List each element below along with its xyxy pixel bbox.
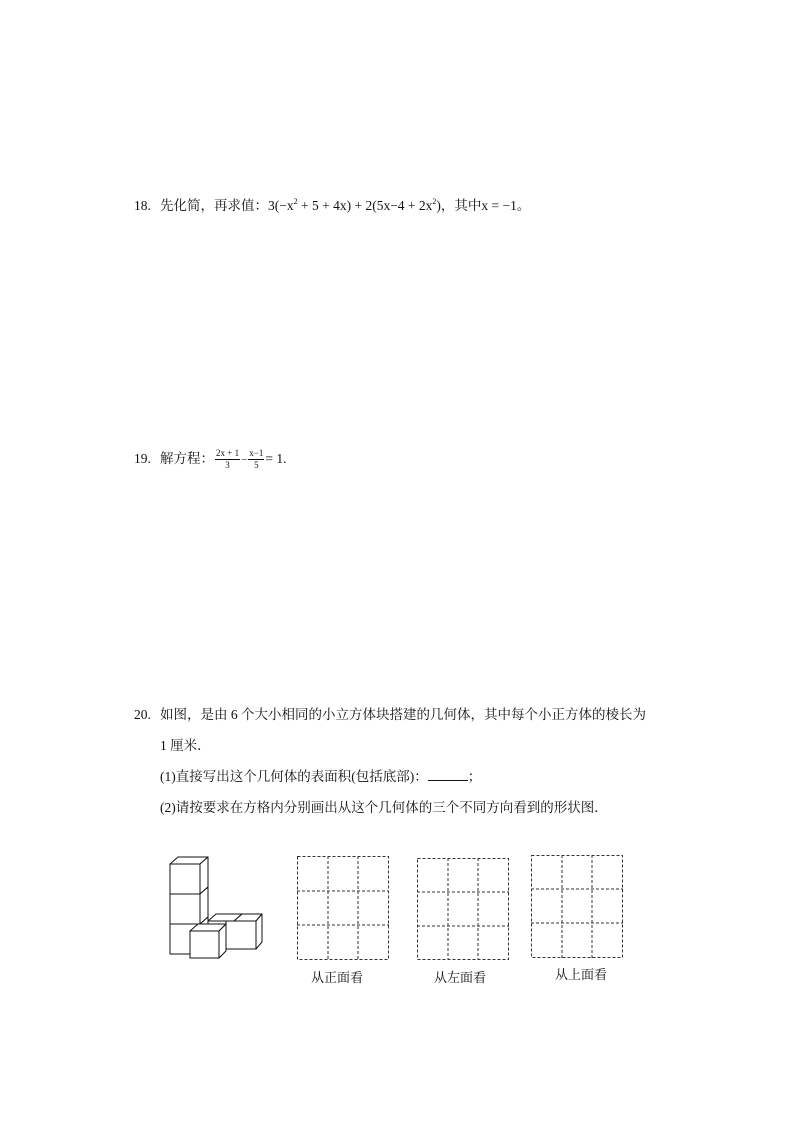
expression-part: + 5 + 4x) + 2(5x−4 + 2x xyxy=(297,198,433,213)
question-number: 19. xyxy=(134,451,151,466)
fraction xyxy=(215,449,240,470)
grid-top-view[interactable] xyxy=(531,855,623,958)
condition: x = −1。 xyxy=(481,198,531,213)
question-text: 如图，是由 6 个大小相同的小立方体块搭建的几何体，其中每个小正方体的棱长为 xyxy=(160,707,646,722)
grid-border xyxy=(532,856,623,958)
minus-sign: − xyxy=(241,454,248,466)
part-2-text: (2)请按要求在方格内分别画出从这个几何体的三个不同方向看到的形状图． xyxy=(160,800,608,815)
fraction-denominator: 3 xyxy=(225,460,230,471)
grid-caption-top: 从上面看 xyxy=(555,968,608,983)
fraction-numerator: 2x + 1 xyxy=(216,448,240,459)
cube-face xyxy=(190,931,219,958)
question-prompt: 先化简，再求值： xyxy=(160,198,268,213)
question-20-line-1 xyxy=(134,703,646,723)
question-20-line-2 xyxy=(160,734,211,754)
answer-blank[interactable] xyxy=(428,770,468,781)
expression-part: 3(−x xyxy=(268,198,294,213)
fraction xyxy=(248,449,264,470)
cube-face xyxy=(256,914,262,949)
grid-border xyxy=(298,857,389,960)
question-20-part-2 xyxy=(160,796,608,816)
cube-face xyxy=(226,921,256,949)
fraction-denominator: 5 xyxy=(254,460,259,471)
part-1-end: ； xyxy=(467,769,482,784)
exponent: 2 xyxy=(293,196,298,206)
question-18 xyxy=(134,194,530,214)
fraction-numerator: x−1 xyxy=(249,448,264,459)
cube-figure xyxy=(160,850,270,960)
cube-face xyxy=(170,894,200,924)
cube-face xyxy=(170,864,200,894)
question-19 xyxy=(134,447,287,470)
question-text: 1 厘米． xyxy=(160,738,211,753)
question-number: 20. xyxy=(134,707,151,722)
expression-part: )，其中 xyxy=(436,198,482,213)
question-number: 18. xyxy=(134,198,151,213)
grid-left-view[interactable] xyxy=(417,858,509,960)
question-20-part-1 xyxy=(160,765,481,785)
question-prompt: 解方程： xyxy=(160,451,214,466)
grid-caption-front: 从正面看 xyxy=(311,971,364,986)
grid-border xyxy=(418,859,509,960)
grid-front-view[interactable] xyxy=(297,856,389,960)
grid-caption-left: 从左面看 xyxy=(434,971,487,986)
exponent: 2 xyxy=(432,196,437,206)
part-1-text: (1)直接写出这个几何体的表面积(包括底部)： xyxy=(160,769,428,784)
equation-rhs: = 1. xyxy=(265,451,287,466)
